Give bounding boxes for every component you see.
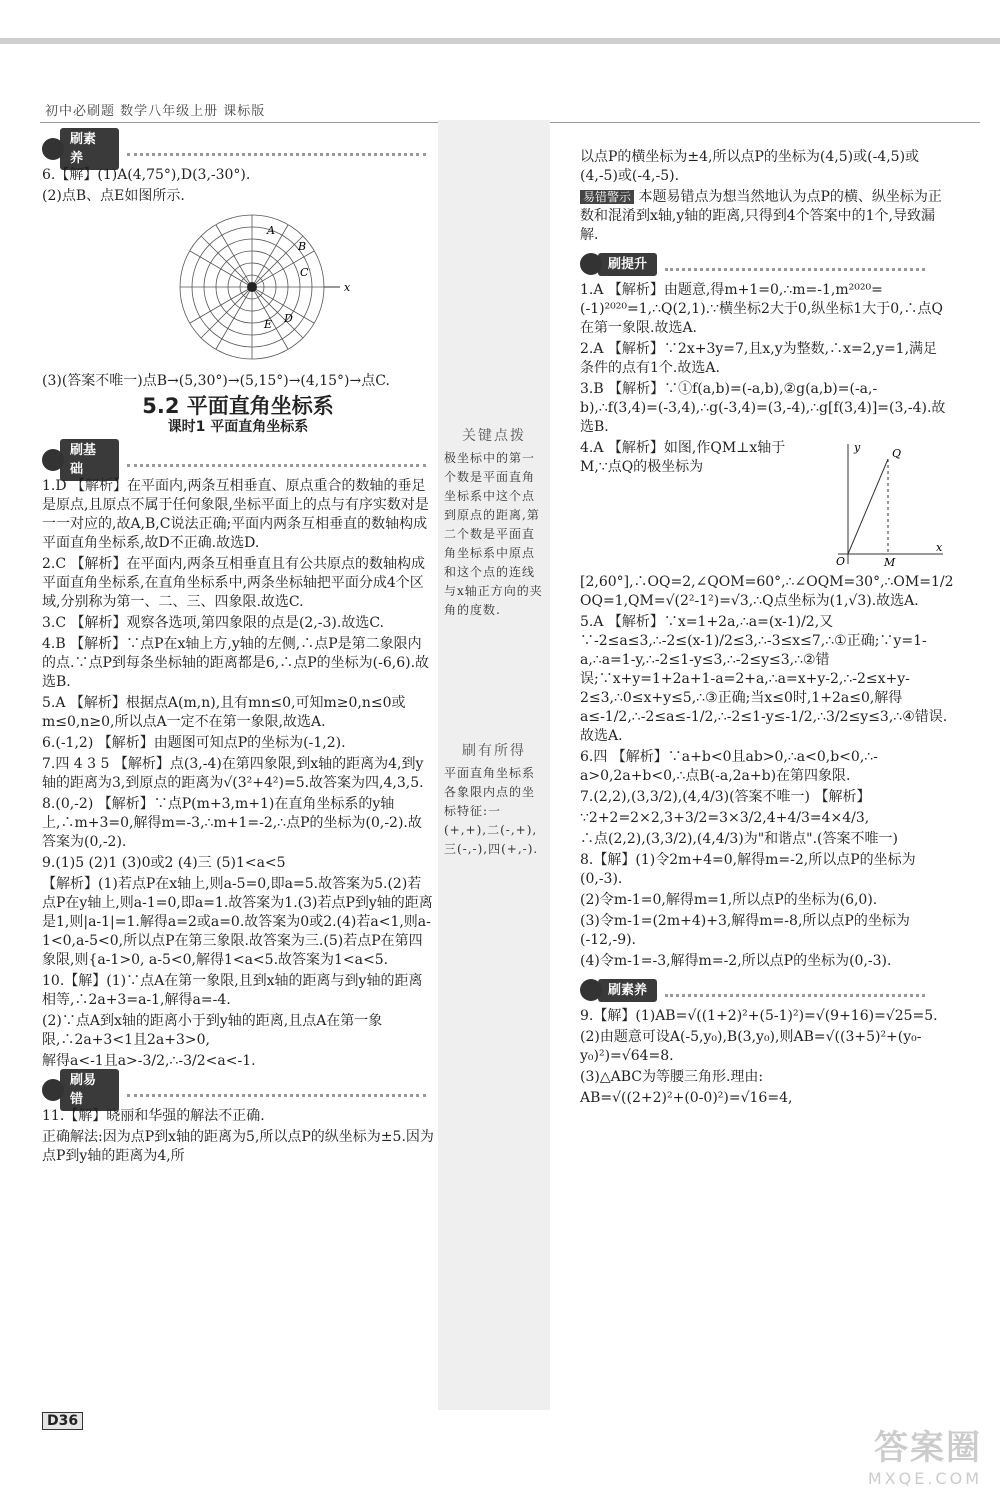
- answer-q6b: (2)点B、点E如图所示.: [42, 188, 185, 204]
- answer-p2: 2.A 【解析】∵2x+3y=7,且x,y为整数,∴x=2,y=1,满足条件的点有1个.故选A.: [580, 341, 938, 376]
- polar-grid-figure: [172, 212, 372, 362]
- answer-q11a: 11.【解】晓丽和华强的解法不正确.: [42, 1108, 265, 1124]
- badge-disk-icon: [580, 979, 602, 1001]
- sidebar-text-key: 极坐标中的第一个数是平面直角坐标系中这个点到原点的距离,第二个数是平面直角坐标系中原点和这个点的连线与x轴正方向的夹角的度数.: [444, 451, 543, 617]
- sidebar-title-key: 关键点拨: [462, 428, 526, 444]
- polar-x-label: x: [344, 281, 351, 294]
- answer-p8a: 8.【解】(1)令2m+4=0,解得m=-2,所以点P的坐标为(0,-3).: [580, 852, 916, 887]
- fig-x-label: x: [936, 541, 943, 554]
- answer-q11b: 正确解法:因为点P到x轴的距离为5,所以点P的纵坐标为±5.因为点P到y轴的距离为4,所: [42, 1129, 434, 1164]
- answer-p4-wrap: [580, 439, 954, 611]
- answer-p8d: (4)令m-1=-3,解得m=-2,所以点P的坐标为(0,-3).: [580, 953, 892, 969]
- watermark-url: MXQE.COM: [867, 1469, 982, 1488]
- answer-q9b: 【解析】(1)若点P在x轴上,则a-5=0,即a=5.故答案为5.(2)若点P在y轴上,则a-1=0,即a=1.故答案为1.(3)若点P到y轴的距离是1,则|a-1|=1.解得a=2或a=0.故答案为0或2.(4)若a<1,则a-1<0,a-5<0,所以点P在第三象限.故答案为三.(5)若点P在第四象限,则{a-1>0, a-5<0,解得1<a<5.故答案为1<a<5.: [42, 876, 433, 968]
- answer-q10c: 解得a<-1且a>-3/2,∴-3/2<a<-1.: [42, 1053, 256, 1069]
- top-bar: [0, 38, 1000, 44]
- badge-suyang-2: 刷素养: [580, 979, 933, 1001]
- answer-q9a: 9.(1)5 (2)1 (3)0或2 (4)三 (5)1<a<5: [42, 855, 286, 871]
- answer-p9b: (2)由题意可设A(-5,y₀),B(3,y₀),则AB=√((3+5)²+(y₀-y₀)²)=√64=8.: [580, 1029, 922, 1064]
- answer-p4: 4.A 【解析】如图,作QM⊥x轴于M,∵点Q的极坐标为[2,60°],∴OQ=2,∠QOM=60°,∴∠OQM=30°,∴OM=1/2 OQ=1,QM=√(2²-1²)=√3,∴Q点坐标为(1,√3).故选A.: [580, 440, 954, 609]
- sidebar-notes: [438, 120, 550, 1410]
- polar-label-a: A: [267, 224, 275, 237]
- badge-disk-icon: [42, 1079, 64, 1101]
- fig-q-label: Q: [892, 447, 902, 460]
- answer-q7: 7.四 4 3 5 【解析】点(3,-4)在第四象限,到x轴的距离为4,到y轴的距离为3,到原点的距离为√(3²+4²)=5.故答案为四,4,3,5.: [42, 756, 424, 791]
- answer-q6c: (3)(答案不唯一)点B→(5,30°)→(5,15°)→(4,15°)→点C.: [42, 373, 390, 389]
- answer-q1: 1.D 【解析】在平面内,两条互相垂直、原点重合的数轴的垂足是原点,且原点不属于任何象限,坐标平面上的点与有序实数对是一一对应的,故A,B,C说法正确;平面内两条互相垂直的数轴构成平面直角坐标系,故D不正确.故选D.: [42, 478, 429, 551]
- badge-yicuo: 刷易错: [42, 1079, 434, 1101]
- badge-disk-icon: [42, 138, 64, 160]
- answer-p7c: ∴点(2,2),(3,3/2),(4,4/3)为"和谐点".(答案不唯一): [580, 831, 898, 847]
- lesson-title: 课时1 平面直角坐标系: [167, 419, 309, 435]
- answer-p6: 6.四 【解析】∵a+b<0且ab>0,∴a<0,b<0,∴-a>0,2a+b<0,∴点B(-a,2a+b)在第四象限.: [580, 749, 878, 784]
- watermark: [868, 1420, 982, 1488]
- answer-p9a: 9.【解】(1)AB=√((1+2)²+(5-1)²)=√(9+16)=√25=5.: [580, 1008, 938, 1024]
- badge-suyang: 刷素养: [42, 138, 434, 160]
- fig-o-label: O: [836, 555, 846, 568]
- fig-m-label: M: [884, 556, 896, 569]
- coordinate-figure-q4: [808, 439, 948, 569]
- badge-disk-icon: [42, 449, 64, 471]
- answer-q10b: (2)∵点A到x轴的距离小于到y轴的距离,且点A在第一象限,∴2a+3<1且2a+3>0,: [42, 1013, 383, 1048]
- answer-c2: 易错警示 本题易错点为想当然地认为点P的横、纵坐标为正数和混淆到x轴,y轴的距离,只得到4个答案中的1个,导致漏解.: [580, 189, 942, 243]
- polar-label-b: B: [298, 240, 307, 253]
- answer-c1: 以点P的横坐标为±4,所以点P的坐标为(4,5)或(-4,5)或(4,-5)或(-4,-5).: [580, 149, 920, 184]
- answer-q5: 5.A 【解析】根据点A(m,n),且有mn≤0,可知m≥0,n≤0或m≤0,n≥0,所以点A一定不在第一象限,故选A.: [42, 695, 406, 730]
- answer-q2: 2.C 【解析】在平面内,两条互相垂直且有公共原点的数轴构成平面直角坐标系,在直角坐标系中,两条坐标轴把平面分成4个区域,分别称为第一、二、三、四象限.故选C.: [42, 556, 425, 610]
- fig-y-label: y: [854, 441, 861, 454]
- answer-q10a: 10.【解】(1)∵点A在第一象限,且到x轴的距离与到y轴的距离相等,∴2a+3=a-1,解得a=-4.: [42, 973, 423, 1008]
- polar-label-c: C: [300, 266, 309, 279]
- answer-p9d: AB=√((2+2)²+(0-0)²)=√16=4,: [580, 1090, 793, 1106]
- answer-p9c: (3)△ABC为等腰三角形.理由:: [580, 1069, 764, 1085]
- answer-p8b: (2)令m-1=0,解得m=1,所以点P的坐标为(6,0).: [580, 892, 878, 908]
- answer-q3: 3.C 【解析】观察各选项,第四象限的点是(2,-3).故选C.: [42, 615, 385, 631]
- warning-label: 易错警示: [580, 190, 634, 204]
- answer-q6a: 6.【解】(1)A(4,75°),D(3,-30°).: [42, 167, 251, 183]
- polar-label-e: E: [264, 318, 273, 331]
- answer-q8: 8.(0,-2) 【解析】∵点P(m+3,m+1)在直角坐标系的y轴上,∴m+3=0,解得m=-3,∴m+1=-2,∴点P的坐标为(0,-2).故答案为(0,-2).: [42, 796, 422, 850]
- answer-p8c: (3)令m-1=(2m+4)+3,解得m=-8,所以点P的坐标为(-12,-9).: [580, 913, 910, 948]
- answer-p7b: ∵2+2=2×2,3+3/2=3×3/2,4+4/3=4×4/3,: [580, 810, 870, 826]
- watermark-main: 答案圈: [874, 1428, 982, 1468]
- chapter-title: 5.2 平面直角坐标系: [142, 394, 334, 418]
- page-header: 初中必刷题 数学八年级上册 课标版: [45, 104, 266, 119]
- answer-p5: 5.A 【解析】∵x=1+2a,∴a=(x-1)/2,又∵-2≤a≤3,∴-2≤(x-1)/2≤3,∴-3≤x≤7,∴①正确;∵y=1-a,∴a=1-y,∴-2≤1-y≤3,∴-2≤y≤3,∴②错误;∵x+y=1+2a+1-a=2+a,∴a=x+y-2,∴-2≤x+y-2≤3,∴0≤x+y≤5,∴③正确;当x≤0时,1+2a≤0,解得a≤-1/2,∴-2≤a≤-1/2,∴-2≤1-y≤-1/2,∴3/2≤y≤3,∴④错误.故选A.: [580, 614, 948, 744]
- badge-jichu: 刷基础: [42, 449, 434, 471]
- badge-disk-icon: [580, 253, 602, 275]
- sidebar-text-gain: 平面直角坐标系各象限内点的坐标特征:一(+,+),二(-,+),三(-,-),四(+,-).: [444, 766, 539, 856]
- polar-label-d: D: [284, 312, 293, 325]
- left-column: [42, 132, 434, 1168]
- right-column: [580, 148, 954, 1110]
- answer-q4: 4.B 【解析】∵点P在x轴上方,y轴的左侧,∴点P是第二象限内的点.∵点P到每条坐标轴的距离都是6,∴点P的坐标为(-6,6).故选B.: [42, 636, 430, 690]
- answer-p7a: 7.(2,2),(3,3/2),(4,4/3)(答案不唯一) 【解析】: [580, 789, 871, 805]
- badge-tisheng: 刷提升: [580, 253, 933, 275]
- sidebar-title-gain: 刷有所得: [462, 743, 526, 759]
- page-number: D36: [42, 1412, 83, 1430]
- answer-q6: 6.(-1,2) 【解析】由题图可知点P的坐标为(-1,2).: [42, 735, 346, 751]
- answer-p3: 3.B 【解析】∵①f(a,b)=(-a,b),②g(a,b)=(-a,-b),∴f(3,4)=(-3,4),∴g(-3,4)=(3,-4),∴g[f(3,4)]=(3,-4).故选B.: [580, 381, 946, 435]
- answer-p1: 1.A 【解析】由题意,得m+1=0,∴m=-1,m²⁰²⁰=(-1)²⁰²⁰=1,∴Q(2,1).∵横坐标2大于0,纵坐标1大于0,∴点Q在第一象限.故选A.: [580, 282, 944, 336]
